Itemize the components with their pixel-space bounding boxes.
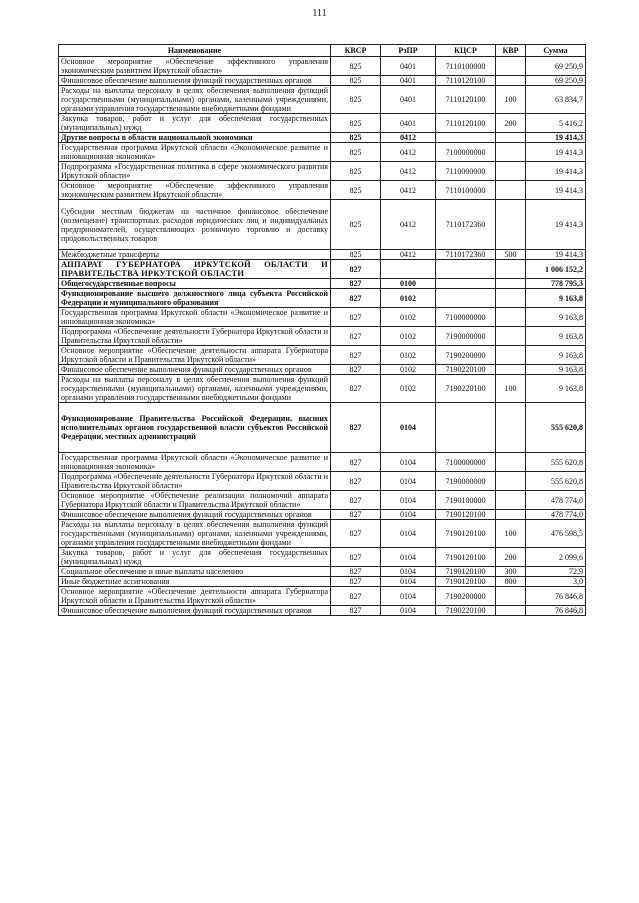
cell-kcsr: 7190120100: [436, 520, 496, 548]
cell-kcsr: 7190000000: [436, 327, 496, 346]
cell-sum: 72,9: [526, 567, 586, 577]
cell-sum: 19 414,3: [526, 133, 586, 143]
cell-sum: 69 250,9: [526, 76, 586, 86]
column-header-rzpr: РзПР: [381, 45, 436, 57]
cell-kcsr: [436, 279, 496, 289]
cell-kvsr: 825: [331, 76, 381, 86]
cell-rzpr: 0102: [381, 308, 436, 327]
cell-kcsr: 7190120100: [436, 510, 496, 520]
table-row: [59, 181, 586, 200]
cell-kvsr: 825: [331, 162, 381, 181]
cell-rzpr: 0412: [381, 250, 436, 260]
cell-rzpr: 0401: [381, 114, 436, 133]
table-row: [59, 577, 586, 587]
cell-kcsr: 7190200000: [436, 587, 496, 606]
cell-name: Другие вопросы в области национальной экономики: [59, 133, 331, 143]
cell-sum: 19 414,3: [526, 143, 586, 162]
cell-kcsr: 7100000000: [436, 143, 496, 162]
cell-kvsr: 825: [331, 250, 381, 260]
cell-sum: 9 163,8: [526, 346, 586, 365]
cell-rzpr: 0104: [381, 510, 436, 520]
table-row: [59, 250, 586, 260]
cell-name: Основное мероприятие «Обеспечение деятельности аппарата Губернатора Иркутской области и Правительства Иркутской области»: [59, 587, 331, 606]
cell-kcsr: [436, 403, 496, 453]
cell-kvr: 300: [496, 567, 526, 577]
cell-kcsr: [436, 289, 496, 308]
cell-kvr: [496, 327, 526, 346]
table-row: [59, 327, 586, 346]
cell-kvr: [496, 365, 526, 375]
cell-name: Функционирование высшего должностного лица субъекта Российской Федерации и муниципального образования: [59, 289, 331, 308]
cell-name: Подпрограмма «Обеспечение деятельности Губернатора Иркутской области и Правительства Иркутской области»: [59, 472, 331, 491]
table-row: [59, 260, 586, 279]
cell-rzpr: 0104: [381, 491, 436, 510]
budget-table: [58, 44, 586, 616]
cell-rzpr: 0412: [381, 181, 436, 200]
cell-name: Иные бюджетные ассигнования: [59, 577, 331, 587]
cell-sum: 555 620,8: [526, 472, 586, 491]
page-number: 111: [312, 8, 327, 19]
cell-kcsr: [436, 133, 496, 143]
cell-sum: 9 163,8: [526, 327, 586, 346]
cell-kvsr: 827: [331, 279, 381, 289]
cell-kvr: 100: [496, 86, 526, 114]
cell-rzpr: 0401: [381, 76, 436, 86]
cell-kvsr: 825: [331, 114, 381, 133]
cell-kvsr: 825: [331, 57, 381, 76]
cell-kvr: 800: [496, 577, 526, 587]
cell-kvsr: 827: [331, 327, 381, 346]
cell-name: Социальное обеспечение и иные выплаты населению: [59, 567, 331, 577]
cell-rzpr: 0102: [381, 327, 436, 346]
cell-kvr: [496, 279, 526, 289]
cell-rzpr: 0104: [381, 567, 436, 577]
cell-sum: 19 414,3: [526, 162, 586, 181]
cell-kvr: [496, 181, 526, 200]
cell-kcsr: 7190120100: [436, 577, 496, 587]
cell-kvr: 100: [496, 520, 526, 548]
table-row: [59, 200, 586, 250]
cell-sum: 76 846,8: [526, 587, 586, 606]
cell-kcsr: 7190220100: [436, 375, 496, 403]
table-row: [59, 114, 586, 133]
cell-kvsr: 827: [331, 510, 381, 520]
cell-name: Субсидии местным бюджетам на частичное финансовое обеспечение (возмещение) транспортных расходов юридических лиц и индивидуальных предпринимателей, осуществляющих розничную торговлю и доставку продовольственных товаров: [59, 200, 331, 250]
cell-sum: 2 099,6: [526, 548, 586, 567]
cell-kvsr: 827: [331, 375, 381, 403]
cell-kcsr: 7110120100: [436, 114, 496, 133]
cell-kcsr: 7110120100: [436, 76, 496, 86]
table-row: [59, 520, 586, 548]
cell-rzpr: 0412: [381, 162, 436, 181]
table-row: [59, 308, 586, 327]
cell-name: Финансовое обеспечение выполнения функций государственных органов: [59, 606, 331, 616]
cell-rzpr: 0401: [381, 86, 436, 114]
cell-kcsr: 7110120100: [436, 86, 496, 114]
cell-kvr: [496, 510, 526, 520]
cell-rzpr: 0104: [381, 587, 436, 606]
cell-kvsr: 825: [331, 200, 381, 250]
cell-kvr: [496, 200, 526, 250]
cell-name: Финансовое обеспечение выполнения функций государственных органов: [59, 76, 331, 86]
table-row: [59, 365, 586, 375]
cell-kvr: [496, 587, 526, 606]
cell-kcsr: 7110100000: [436, 57, 496, 76]
column-header-kcsr: КЦСР: [436, 45, 496, 57]
cell-kvr: [496, 491, 526, 510]
cell-name: Финансовое обеспечение выполнения функций государственных органов: [59, 510, 331, 520]
table-row: [59, 133, 586, 143]
cell-sum: 9 163,8: [526, 365, 586, 375]
table-row: [59, 606, 586, 616]
cell-rzpr: 0100: [381, 279, 436, 289]
cell-rzpr: 0102: [381, 375, 436, 403]
cell-sum: 478 774,0: [526, 491, 586, 510]
cell-name: Основное мероприятие «Обеспечение эффективного управления экономическим развитием Иркутской области»: [59, 57, 331, 76]
cell-kvsr: 827: [331, 520, 381, 548]
cell-kvsr: 825: [331, 143, 381, 162]
cell-name: Основное мероприятие «Обеспечение эффективного управления экономическим развитием Иркутской области»: [59, 181, 331, 200]
cell-kvsr: 827: [331, 365, 381, 375]
cell-kvr: [496, 162, 526, 181]
column-header-sum: Сумма: [526, 45, 586, 57]
cell-kvsr: 827: [331, 260, 381, 279]
table-row: [59, 279, 586, 289]
table-row: [59, 346, 586, 365]
cell-sum: 76 846,8: [526, 606, 586, 616]
cell-kvr: [496, 57, 526, 76]
cell-rzpr: 0102: [381, 289, 436, 308]
cell-name: Расходы на выплаты персоналу в целях обеспечения выполнения функций государственными (муниципальными) органами, казенными учреждениями, органами управления государственными внебюджетными фондами: [59, 375, 331, 403]
cell-rzpr: 0102: [381, 346, 436, 365]
cell-kvsr: 827: [331, 587, 381, 606]
cell-rzpr: 0412: [381, 200, 436, 250]
cell-kcsr: 7110172360: [436, 200, 496, 250]
cell-kvsr: 827: [331, 548, 381, 567]
cell-name: Основное мероприятие «Обеспечение деятельности аппарата Губернатора Иркутской области и Правительства Иркутской области»: [59, 346, 331, 365]
cell-name: Общегосударственные вопросы: [59, 279, 331, 289]
cell-kvsr: 827: [331, 577, 381, 587]
cell-kcsr: 7190220100: [436, 606, 496, 616]
table-row: [59, 453, 586, 472]
cell-kvr: [496, 143, 526, 162]
table-row: [59, 86, 586, 114]
cell-kcsr: 7190120100: [436, 567, 496, 577]
cell-name: Расходы на выплаты персоналу в целях обеспечения выполнения функций государственными (муниципальными) органами, казенными учреждениями, органами управления государственными внебюджетными фондами: [59, 520, 331, 548]
table-row: [59, 162, 586, 181]
cell-rzpr: 0104: [381, 577, 436, 587]
cell-kvr: [496, 472, 526, 491]
cell-kvr: 200: [496, 114, 526, 133]
table-row: [59, 289, 586, 308]
cell-sum: 476 598,5: [526, 520, 586, 548]
column-header-kvsr: КВСР: [331, 45, 381, 57]
cell-sum: 63 834,7: [526, 86, 586, 114]
cell-rzpr: 0412: [381, 143, 436, 162]
table-row: [59, 587, 586, 606]
cell-kvr: [496, 308, 526, 327]
cell-sum: 19 414,3: [526, 200, 586, 250]
cell-kvsr: 825: [331, 86, 381, 114]
table-header-row: [59, 45, 586, 57]
cell-sum: 9 163,8: [526, 289, 586, 308]
cell-kvr: [496, 346, 526, 365]
cell-kvr: [496, 260, 526, 279]
cell-name: АППАРАТ ГУБЕРНАТОРА ИРКУТСКОЙ ОБЛАСТИ И ПРАВИТЕЛЬСТВА ИРКУТСКОЙ ОБЛАСТИ: [59, 260, 331, 279]
cell-sum: 778 795,3: [526, 279, 586, 289]
cell-name: Государственная программа Иркутской области «Экономическое развитие и инновационная экономика»: [59, 143, 331, 162]
cell-sum: 19 414,3: [526, 250, 586, 260]
cell-rzpr: 0104: [381, 472, 436, 491]
cell-sum: 19 414,3: [526, 181, 586, 200]
cell-kvr: 100: [496, 375, 526, 403]
cell-name: Подпрограмма «Обеспечение деятельности Губернатора Иркутской области и Правительства Иркутской области»: [59, 327, 331, 346]
cell-rzpr: 0104: [381, 520, 436, 548]
cell-kcsr: 7100000000: [436, 453, 496, 472]
cell-name: Расходы на выплаты персоналу в целях обеспечения выполнения функций государственными (муниципальными) органами, казенными учреждениями, органами управления государственными внебюджетными фондами: [59, 86, 331, 114]
cell-rzpr: 0401: [381, 57, 436, 76]
table-row: [59, 472, 586, 491]
cell-kcsr: 7190120100: [436, 548, 496, 567]
cell-kvsr: 827: [331, 567, 381, 577]
cell-sum: 478 774,0: [526, 510, 586, 520]
column-header-kvr: КВР: [496, 45, 526, 57]
cell-rzpr: 0104: [381, 403, 436, 453]
cell-rzpr: 0104: [381, 606, 436, 616]
table-row: [59, 57, 586, 76]
cell-kcsr: 7110000000: [436, 162, 496, 181]
cell-kvsr: 827: [331, 491, 381, 510]
table-row: [59, 548, 586, 567]
cell-name: Финансовое обеспечение выполнения функций государственных органов: [59, 365, 331, 375]
table-row: [59, 567, 586, 577]
table-row: [59, 375, 586, 403]
cell-sum: 9 163,8: [526, 375, 586, 403]
cell-kcsr: 7190200000: [436, 346, 496, 365]
cell-kvsr: 827: [331, 346, 381, 365]
cell-kcsr: 7110172360: [436, 250, 496, 260]
cell-name: Межбюджетные трансферты: [59, 250, 331, 260]
cell-kvsr: 827: [331, 289, 381, 308]
cell-name: Закупка товаров, работ и услуг для обеспечения государственных (муниципальных) нужд: [59, 114, 331, 133]
cell-kvr: [496, 133, 526, 143]
cell-rzpr: [381, 260, 436, 279]
cell-kcsr: 7190000000: [436, 472, 496, 491]
cell-kvsr: 827: [331, 403, 381, 453]
cell-sum: 9 163,8: [526, 308, 586, 327]
cell-kvr: 500: [496, 250, 526, 260]
cell-kvr: [496, 289, 526, 308]
cell-kvsr: 827: [331, 453, 381, 472]
cell-rzpr: 0102: [381, 365, 436, 375]
cell-sum: 5 416,2: [526, 114, 586, 133]
cell-kvr: [496, 606, 526, 616]
cell-kcsr: 7190100000: [436, 491, 496, 510]
table-row: [59, 491, 586, 510]
cell-kvr: 200: [496, 548, 526, 567]
cell-name: Государственная программа Иркутской области «Экономическое развитие и инновационная экономика»: [59, 308, 331, 327]
table-row: [59, 143, 586, 162]
cell-name: Основное мероприятие «Обеспечение реализации полномочий аппарата Губернатора Иркутской области и Правительства Иркутской области»: [59, 491, 331, 510]
cell-kvr: [496, 403, 526, 453]
cell-kvsr: 825: [331, 181, 381, 200]
cell-kvsr: 827: [331, 606, 381, 616]
cell-kvr: [496, 453, 526, 472]
cell-kvsr: 827: [331, 472, 381, 491]
cell-sum: 555 620,8: [526, 403, 586, 453]
cell-kcsr: 7110100000: [436, 181, 496, 200]
cell-rzpr: 0104: [381, 453, 436, 472]
cell-kvsr: 827: [331, 308, 381, 327]
cell-kcsr: [436, 260, 496, 279]
cell-rzpr: 0104: [381, 548, 436, 567]
cell-kvsr: 825: [331, 133, 381, 143]
column-header-name: Наименование: [59, 45, 331, 57]
cell-sum: 1 006 152,2: [526, 260, 586, 279]
cell-rzpr: 0412: [381, 133, 436, 143]
cell-sum: 3,0: [526, 577, 586, 587]
cell-name: Закупка товаров, работ и услуг для обеспечения государственных (муниципальных) нужд: [59, 548, 331, 567]
cell-sum: 69 250,9: [526, 57, 586, 76]
table-row: [59, 76, 586, 86]
table-row: [59, 510, 586, 520]
cell-kvr: [496, 76, 526, 86]
cell-name: Государственная программа Иркутской области «Экономическое развитие и инновационная экономика»: [59, 453, 331, 472]
cell-name: Функционирование Правительства Российской Федерации, высших исполнительных органов государственной власти субъектов Российской Федерации, местных администраций: [59, 403, 331, 453]
cell-sum: 555 620,8: [526, 453, 586, 472]
cell-name: Подпрограмма «Государственная политика в сфере экономического развития Иркутской области»: [59, 162, 331, 181]
cell-kcsr: 7100000000: [436, 308, 496, 327]
cell-kcsr: 7190220100: [436, 365, 496, 375]
table-row: [59, 403, 586, 453]
